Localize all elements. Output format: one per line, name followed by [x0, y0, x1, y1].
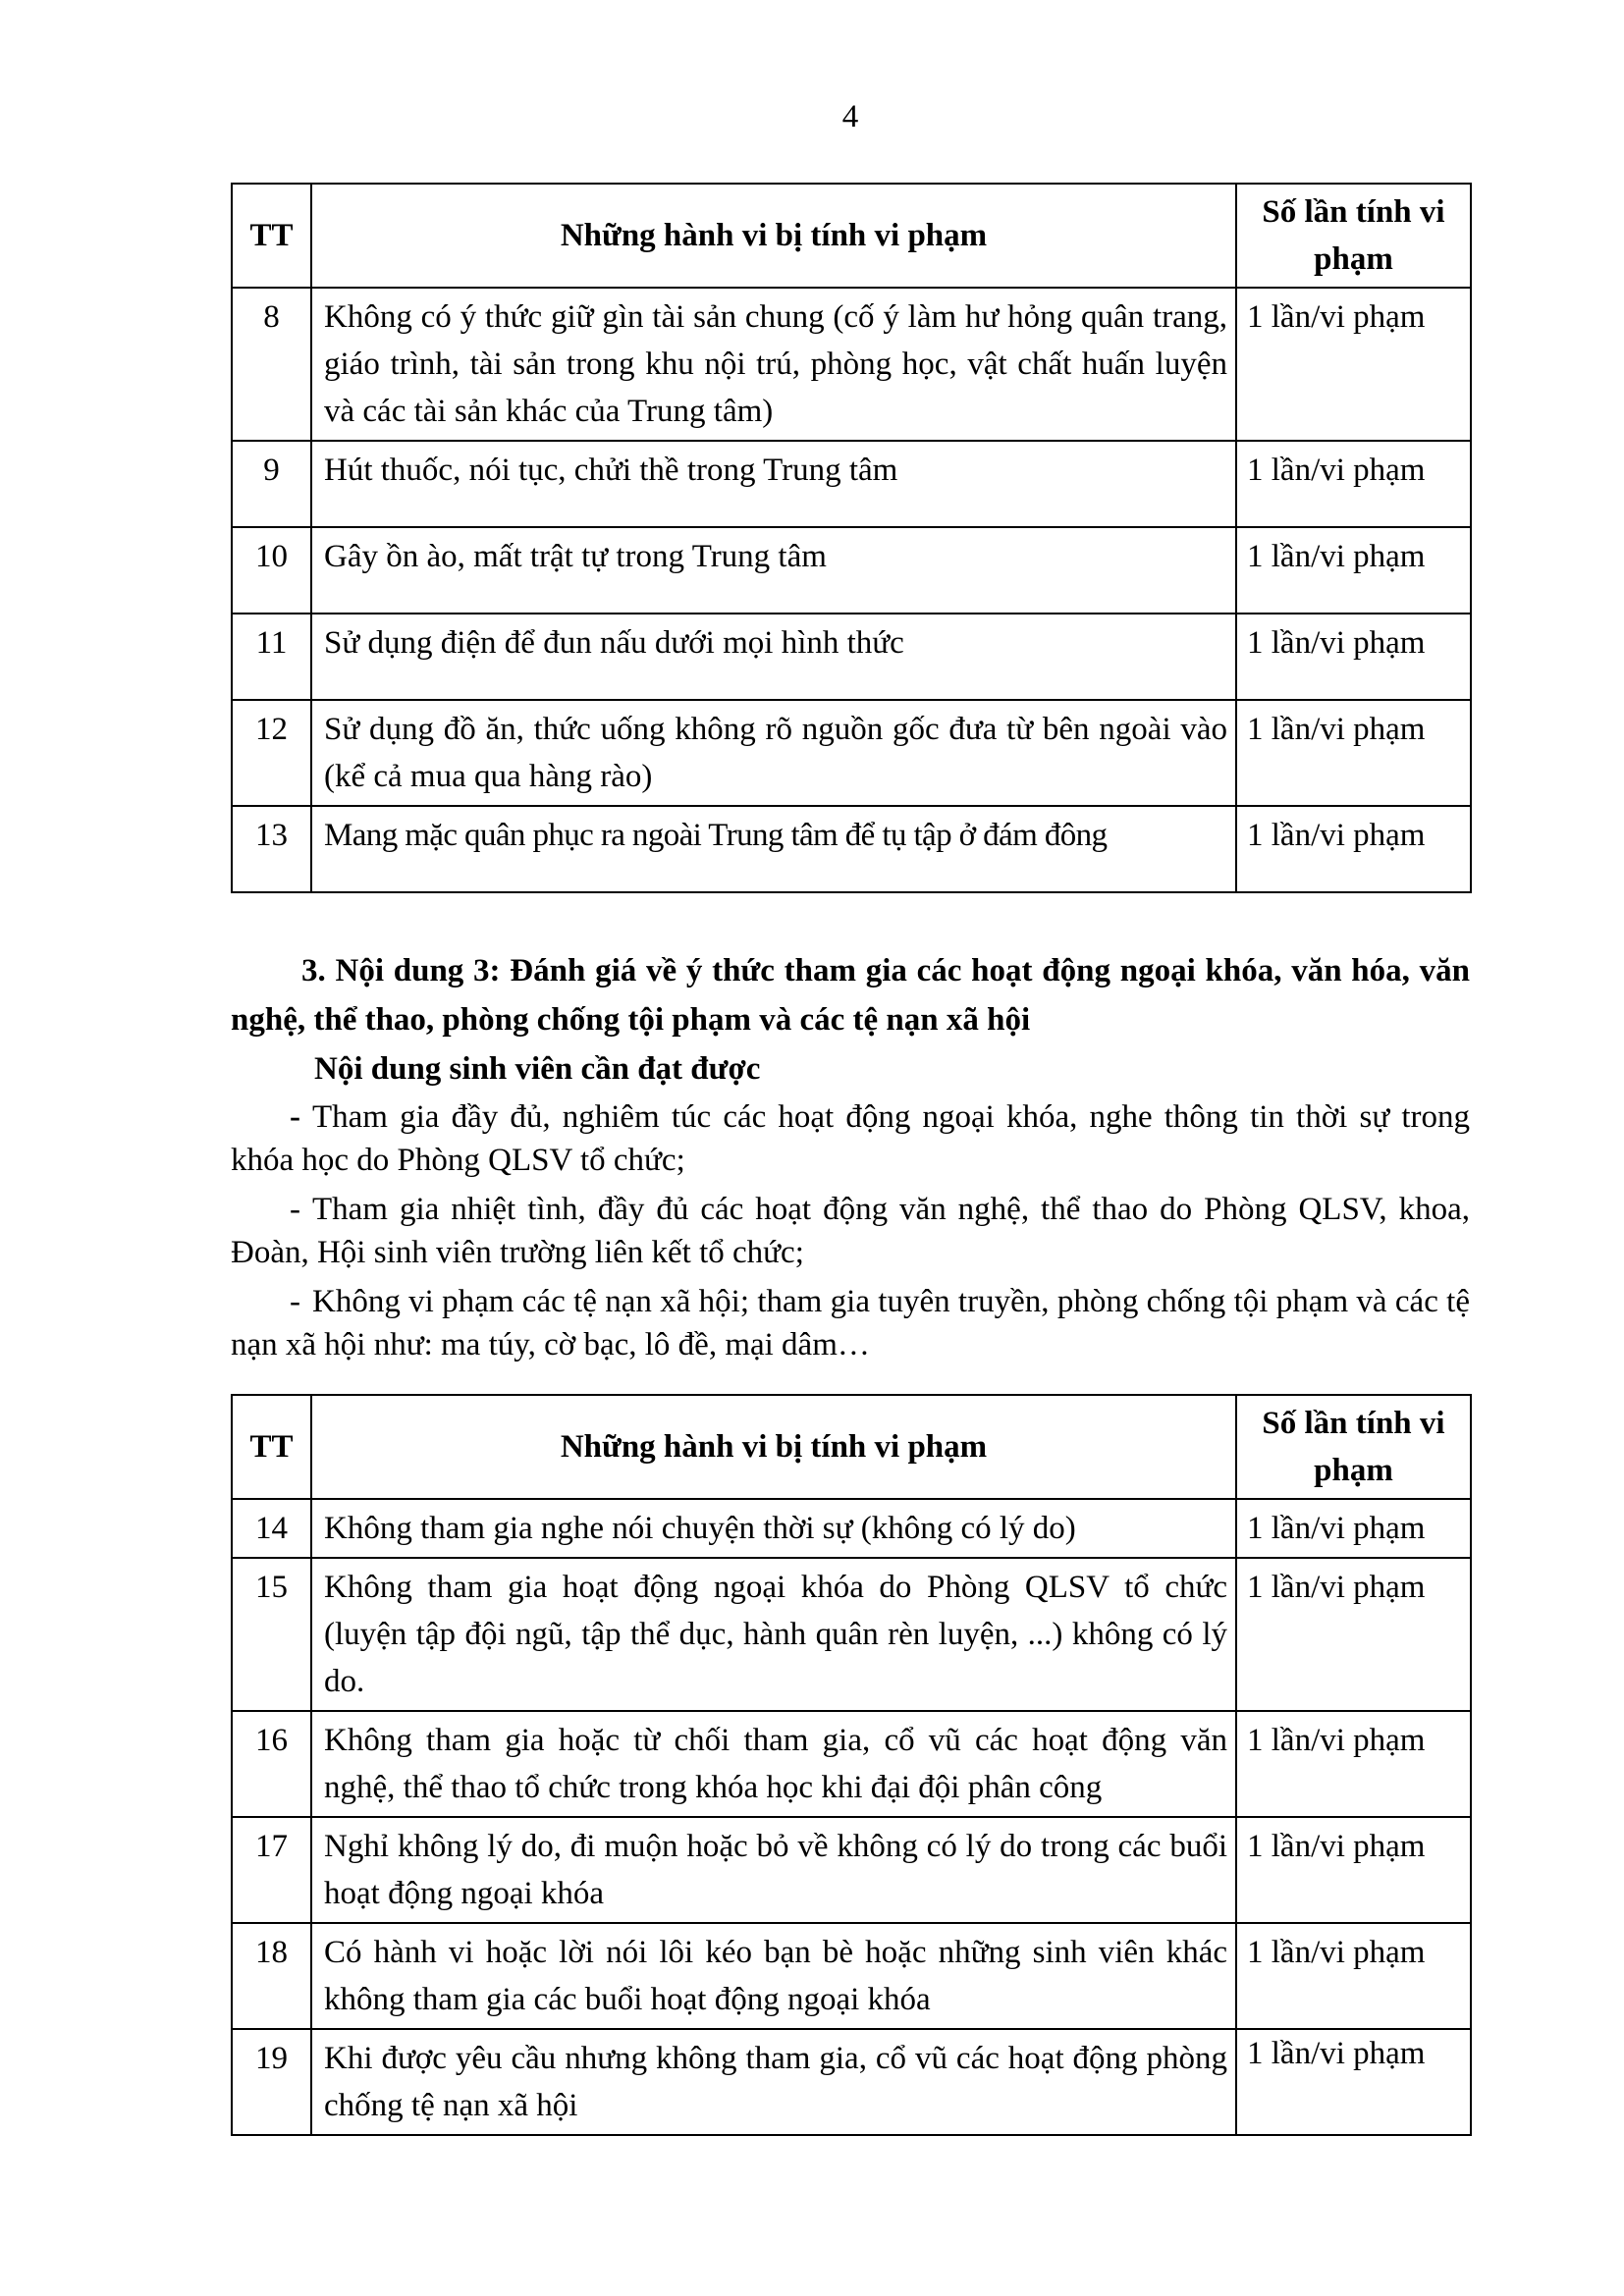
bullet-item: [231, 1188, 1470, 1274]
table-row: [232, 1817, 1471, 1923]
count-cell: 1 lần/vi phạm: [1236, 2029, 1471, 2135]
count-cell: 1 lần/vi phạm: [1236, 1558, 1471, 1711]
row-number: 10: [232, 527, 311, 614]
bullet-dash: -: [290, 1284, 300, 1319]
table-row: [232, 1558, 1471, 1711]
table-row: [232, 1711, 1471, 1817]
behavior-cell: Không tham gia hoặc từ chối tham gia, cổ vũ các hoạt động văn nghệ, thể thao tổ chức trong khóa học khi đại đội phân công: [311, 1711, 1236, 1817]
row-number: 19: [232, 2029, 311, 2135]
count-cell: 1 lần/vi phạm: [1236, 700, 1471, 806]
behavior-cell: Không tham gia nghe nói chuyện thời sự (không có lý do): [311, 1499, 1236, 1558]
behavior-cell: Có hành vi hoặc lời nói lôi kéo bạn bè hoặc những sinh viên khác không tham gia các buổi hoạt động ngoại khóa: [311, 1923, 1236, 2029]
violations-table-2: [231, 1394, 1472, 2136]
count-cell: 1 lần/vi phạm: [1236, 1711, 1471, 1817]
violations-table-1: [231, 183, 1472, 893]
table-row: [232, 1499, 1471, 1558]
header-count: Số lần tính vi phạm: [1236, 184, 1471, 288]
bullet-dash: -: [290, 1192, 300, 1227]
behavior-cell: Không tham gia hoạt động ngoại khóa do Phòng QLSV tổ chức (luyện tập đội ngũ, tập thể dục, hành quân rèn luyện, ...) không có lý do.: [311, 1558, 1236, 1711]
table-row: [232, 527, 1471, 614]
behavior-cell: Hút thuốc, nói tục, chửi thề trong Trung tâm: [311, 441, 1236, 527]
row-number: 11: [232, 614, 311, 700]
header-tt: TT: [232, 1395, 311, 1499]
table-row: [232, 288, 1471, 441]
bullet-text: Tham gia nhiệt tình, đầy đủ các hoạt động văn nghệ, thể thao do Phòng QLSV, khoa, Đoàn, Hội sinh viên trường liên kết tổ chức;: [231, 1192, 1470, 1270]
header-behavior: Những hành vi bị tính vi phạm: [311, 184, 1236, 288]
bullet-text: Không vi phạm các tệ nạn xã hội; tham gia tuyên truyền, phòng chống tội phạm và các tệ nạn xã hội như: ma túy, cờ bạc, lô đề, mại dâm…: [231, 1284, 1470, 1362]
table-header-row: [232, 184, 1471, 288]
count-cell: 1 lần/vi phạm: [1236, 527, 1471, 614]
row-number: 8: [232, 288, 311, 441]
row-number: 9: [232, 441, 311, 527]
count-cell: 1 lần/vi phạm: [1236, 1817, 1471, 1923]
row-number: 15: [232, 1558, 311, 1711]
count-cell: 1 lần/vi phạm: [1236, 1499, 1471, 1558]
table-row: [232, 2029, 1471, 2135]
count-cell: 1 lần/vi phạm: [1236, 441, 1471, 527]
count-cell: 1 lần/vi phạm: [1236, 614, 1471, 700]
behavior-cell: Khi được yêu cầu nhưng không tham gia, cổ vũ các hoạt động phòng chống tệ nạn xã hội: [311, 2029, 1236, 2135]
table-row: [232, 700, 1471, 806]
count-cell: 1 lần/vi phạm: [1236, 1923, 1471, 2029]
behavior-cell: Nghỉ không lý do, đi muộn hoặc bỏ về không có lý do trong các buổi hoạt động ngoại khóa: [311, 1817, 1236, 1923]
section-heading: 3. Nội dung 3: Đánh giá về ý thức tham gia các hoạt động ngoại khóa, văn hóa, văn nghệ, thể thao, phòng chống tội phạm và các tệ nạn xã hội: [231, 953, 1470, 1038]
row-number: 14: [232, 1499, 311, 1558]
header-count: Số lần tính vi phạm: [1236, 1395, 1471, 1499]
table-row: [232, 441, 1471, 527]
table-header-row: [232, 1395, 1471, 1499]
behavior-cell: Gây ồn ào, mất trật tự trong Trung tâm: [311, 527, 1236, 614]
count-cell: 1 lần/vi phạm: [1236, 288, 1471, 441]
header-tt: TT: [232, 184, 311, 288]
table-row: [232, 806, 1471, 892]
bullet-item: [231, 1280, 1470, 1366]
behavior-cell: Sử dụng đồ ăn, thức uống không rõ nguồn gốc đưa từ bên ngoài vào (kể cả mua qua hàng rào): [311, 700, 1236, 806]
row-number: 18: [232, 1923, 311, 2029]
row-number: 16: [232, 1711, 311, 1817]
behavior-cell: Mang mặc quân phục ra ngoài Trung tâm để tụ tập ở đám đông: [311, 806, 1236, 892]
count-cell: 1 lần/vi phạm: [1236, 806, 1471, 892]
row-number: 13: [232, 806, 311, 892]
row-number: 17: [232, 1817, 311, 1923]
header-behavior: Những hành vi bị tính vi phạm: [311, 1395, 1236, 1499]
bullet-item: [231, 1095, 1470, 1182]
table-row: [232, 1923, 1471, 2029]
bullet-text: Tham gia đầy đủ, nghiêm túc các hoạt động ngoại khóa, nghe thông tin thời sự trong khóa học do Phòng QLSV tổ chức;: [231, 1099, 1470, 1178]
page-number: 4: [841, 99, 859, 134]
table-row: [232, 614, 1471, 700]
bullet-dash: -: [290, 1099, 300, 1135]
section-subheading: Nội dung sinh viên cần đạt được: [314, 1051, 761, 1087]
behavior-cell: Không có ý thức giữ gìn tài sản chung (cố ý làm hư hỏng quân trang, giáo trình, tài sản trong khu nội trú, phòng học, vật chất huấn luyện và các tài sản khác của Trung tâm): [311, 288, 1236, 441]
behavior-cell: Sử dụng điện để đun nấu dưới mọi hình thức: [311, 614, 1236, 700]
row-number: 12: [232, 700, 311, 806]
